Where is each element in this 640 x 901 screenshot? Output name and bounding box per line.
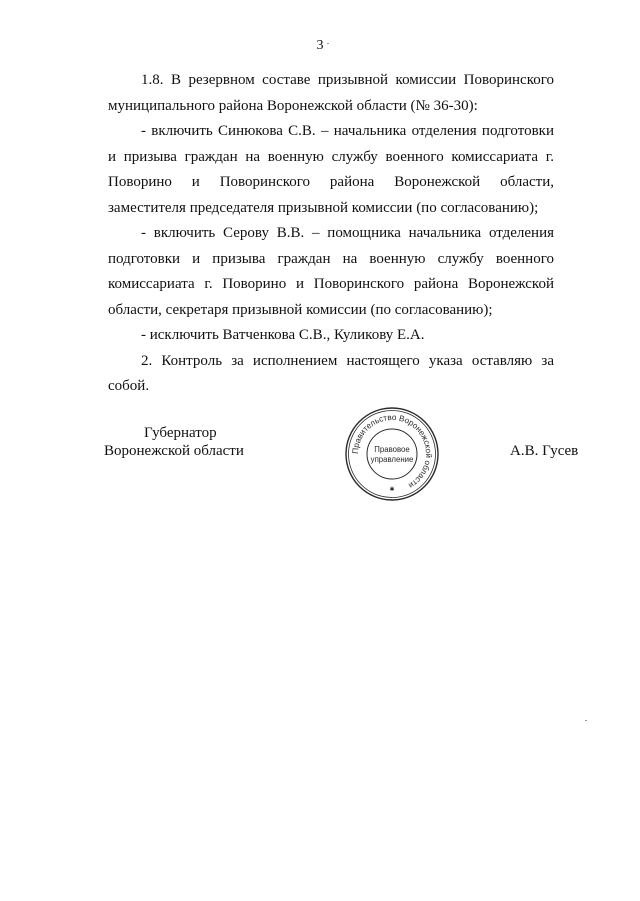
document-body — [108, 68, 554, 400]
page-number: 3 — [316, 38, 324, 53]
signatory-name: А.В. Гусев — [510, 443, 579, 459]
stamp-center-line2: управление — [370, 455, 414, 464]
stamp-ring-text: Правительство Воронежской области — [350, 412, 434, 491]
stamp-center-line1: Правовое — [374, 445, 410, 454]
stamp-outer-ring-inner — [349, 411, 436, 498]
signature-title — [100, 424, 244, 460]
signature-title-line1: Губернатор — [144, 425, 217, 441]
stamp-star-icon: ✱ — [389, 486, 395, 493]
paragraph-include-sinyukov: - включить Синюкова С.В. – начальника отделения подготовки и призыва граждан на военную службу военного комиссариата г. Поворино и Поворинского района Воронежской области, заместителя председателя призывной комиссии (по согласованию); — [108, 123, 554, 216]
signature-title-line2: Воронежской области — [104, 443, 244, 459]
official-seal-stamp — [344, 406, 440, 502]
paragraph-exclude: - исключить Ватченкова С.В., Куликову Е.А. — [141, 327, 425, 343]
scan-speck — [585, 720, 587, 721]
paragraph-include-serova: - включить Серову В.В. – помощника начальника отделения подготовки и призыва граждан на военную службу военного комиссариата г. Поворино и Поворинского района Воронежской области, секретаря призывной комиссии (по согласованию); — [108, 225, 554, 318]
paragraph-item-1-8: 1.8. В резервном составе призывной комиссии Поворинского муниципального района Воронежской области (№ 36-30): — [108, 72, 554, 114]
paragraph-control: 2. Контроль за исполнением настоящего указа оставляю за собой. — [108, 352, 554, 394]
stamp-inner-ring — [367, 429, 417, 479]
scan-speck — [327, 43, 329, 44]
